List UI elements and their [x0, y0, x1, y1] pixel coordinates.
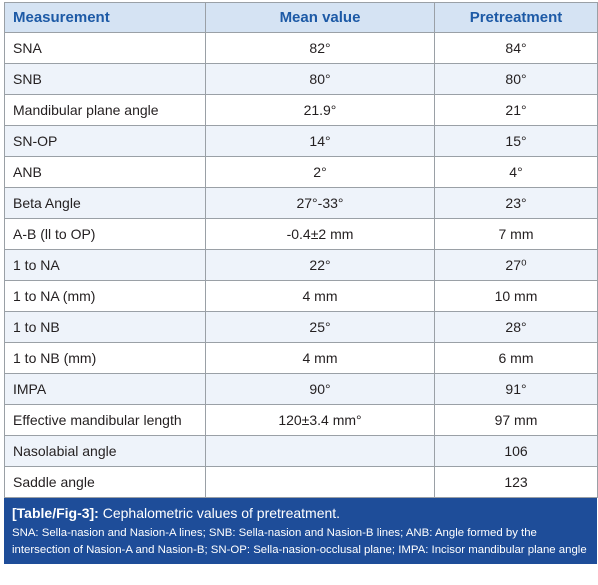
pretreatment-cell: 84°	[435, 33, 598, 64]
mean-value-cell: 2°	[206, 157, 435, 188]
mean-value-cell: 25°	[206, 312, 435, 343]
pretreatment-cell: 7 mm	[435, 219, 598, 250]
measurement-cell: SN-OP	[5, 126, 206, 157]
mean-value-cell: 21.9°	[206, 95, 435, 126]
table-row	[5, 188, 598, 219]
measurement-cell: Saddle angle	[5, 467, 206, 498]
table-row	[5, 219, 598, 250]
table-caption	[4, 498, 597, 564]
measurement-cell: 1 to NB (mm)	[5, 343, 206, 374]
pretreatment-cell: 4°	[435, 157, 598, 188]
mean-value-cell: 120±3.4 mm°	[206, 405, 435, 436]
pretreatment-cell: 21°	[435, 95, 598, 126]
table-row	[5, 436, 598, 467]
measurement-cell: 1 to NA	[5, 250, 206, 281]
caption-label: [Table/Fig-3]:	[12, 505, 99, 521]
table-row	[5, 312, 598, 343]
caption-title-line	[12, 504, 589, 522]
table-row	[5, 126, 598, 157]
pretreatment-cell: 97 mm	[435, 405, 598, 436]
caption-notes: SNA: Sella-nasion and Nasion-A lines; SNB: Sella-nasion and Nasion-B lines; ANB: Angle formed by the intersection of Nasion-A and Nasion-B; SN-OP: Sella-nasion-occlusal plane; IMPA: Incisor mandibular plane angle	[12, 527, 587, 556]
header-row	[5, 3, 598, 33]
measurement-cell: Effective mandibular length	[5, 405, 206, 436]
mean-value-cell: 80°	[206, 64, 435, 95]
pretreatment-cell: 6 mm	[435, 343, 598, 374]
header-mean-value: Mean value	[206, 3, 435, 33]
header-measurement: Measurement	[5, 3, 206, 33]
table-row	[5, 343, 598, 374]
mean-value-cell: -0.4±2 mm	[206, 219, 435, 250]
pretreatment-cell: 80°	[435, 64, 598, 95]
mean-value-cell: 90°	[206, 374, 435, 405]
measurement-cell: SNB	[5, 64, 206, 95]
mean-value-cell	[206, 436, 435, 467]
mean-value-cell: 4 mm	[206, 343, 435, 374]
mean-value-cell: 4 mm	[206, 281, 435, 312]
table-row	[5, 467, 598, 498]
table-row	[5, 374, 598, 405]
pretreatment-cell: 27⁰	[435, 250, 598, 281]
table-body	[5, 33, 598, 498]
pretreatment-cell: 123	[435, 467, 598, 498]
mean-value-cell: 82°	[206, 33, 435, 64]
measurement-cell: 1 to NB	[5, 312, 206, 343]
mean-value-cell: 27°-33°	[206, 188, 435, 219]
table-row	[5, 33, 598, 64]
table-row	[5, 64, 598, 95]
measurement-cell: Beta Angle	[5, 188, 206, 219]
table-row	[5, 250, 598, 281]
table-row	[5, 405, 598, 436]
measurement-cell: SNA	[5, 33, 206, 64]
pretreatment-cell: 15°	[435, 126, 598, 157]
mean-value-cell: 14°	[206, 126, 435, 157]
measurement-cell: Mandibular plane angle	[5, 95, 206, 126]
mean-value-cell: 22°	[206, 250, 435, 281]
measurement-cell: A-B (ll to OP)	[5, 219, 206, 250]
measurement-cell: 1 to NA (mm)	[5, 281, 206, 312]
measurement-cell: IMPA	[5, 374, 206, 405]
pretreatment-cell: 28°	[435, 312, 598, 343]
caption-title: Cephalometric values of pretreatment.	[98, 505, 341, 521]
header-pretreatment: Pretreatment	[435, 3, 598, 33]
table-figure	[4, 2, 597, 564]
table-row	[5, 157, 598, 188]
pretreatment-cell: 23°	[435, 188, 598, 219]
measurement-cell: ANB	[5, 157, 206, 188]
measurement-cell: Nasolabial angle	[5, 436, 206, 467]
pretreatment-cell: 10 mm	[435, 281, 598, 312]
table-row	[5, 281, 598, 312]
mean-value-cell	[206, 467, 435, 498]
cephalometric-table	[4, 2, 598, 498]
pretreatment-cell: 91°	[435, 374, 598, 405]
pretreatment-cell: 106	[435, 436, 598, 467]
table-row	[5, 95, 598, 126]
